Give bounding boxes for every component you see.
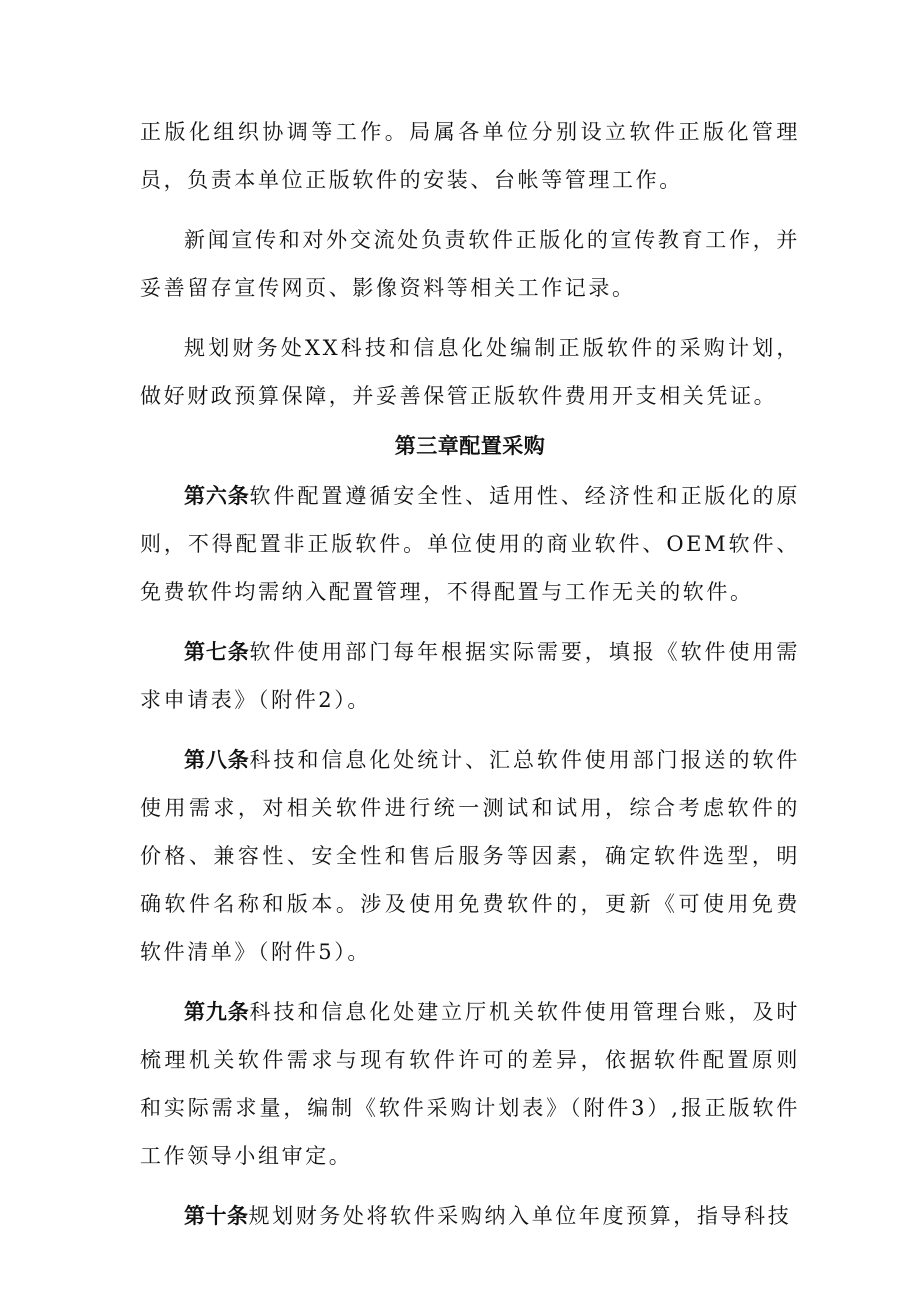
paragraph-gap bbox=[140, 204, 800, 216]
article-label: 第六条 bbox=[184, 484, 250, 508]
paragraph-gap bbox=[140, 1180, 800, 1192]
chapter-title: 第三章配置采购 bbox=[394, 434, 546, 458]
paragraph-gap bbox=[140, 616, 800, 628]
article-8 bbox=[140, 736, 800, 976]
article-text: 科技和信息化处建立厅机关软件使用管理台账，及时梳理机关软件需求与现有软件许可的差异，依据软件配置原则和实际需求量，编制《软件采购计划表》（附件3）,报正版软件工作领导小组审定。 bbox=[140, 1000, 800, 1168]
article-text: 软件配置遵循安全性、适用性、经济性和正版化的原则，不得配置非正版软件。单位使用的商业软件、OEM软件、免费软件均需纳入配置管理，不得配置与工作无关的软件。 bbox=[140, 484, 800, 604]
paragraph-finance: 规划财务处XX科技和信息化处编制正版软件的采购计划，做好财政预算保障，并妥善保管正版软件费用开支相关凭证。 bbox=[140, 336, 800, 408]
paragraph-continuation: 正版化组织协调等工作。局属各单位分别设立软件正版化管理员，负责本单位正版软件的安装、台帐等管理工作。 bbox=[140, 120, 800, 192]
article-text: 软件使用部门每年根据实际需要，填报《软件使用需求申请表》（附件2）。 bbox=[140, 640, 800, 712]
article-7 bbox=[140, 628, 800, 724]
paragraph-gap bbox=[140, 724, 800, 736]
paragraph-gap bbox=[140, 312, 800, 324]
article-label: 第八条 bbox=[184, 748, 250, 772]
document-body bbox=[140, 108, 800, 1240]
article-label: 第七条 bbox=[184, 640, 250, 664]
article-9 bbox=[140, 988, 800, 1180]
paragraph-publicity: 新闻宣传和对外交流处负责软件正版化的宣传教育工作，并妥善留存宣传网页、影像资料等相关工作记录。 bbox=[140, 228, 800, 300]
article-10 bbox=[140, 1192, 800, 1240]
paragraph-gap bbox=[140, 976, 800, 988]
article-6 bbox=[140, 472, 800, 616]
article-label: 第九条 bbox=[184, 1000, 250, 1024]
article-text: 规划财务处将软件采购纳入单位年度预算，指导科技 bbox=[248, 1204, 792, 1228]
article-text: 科技和信息化处统计、汇总软件使用部门报送的软件使用需求，对相关软件进行统一测试和试用，综合考虑软件的价格、兼容性、安全性和售后服务等因素，确定软件选型，明确软件名称和版本。涉及使用免费软件的，更新《可使用免费软件清单》（附件5）。 bbox=[140, 748, 800, 964]
article-label: 第十条 bbox=[184, 1204, 249, 1228]
